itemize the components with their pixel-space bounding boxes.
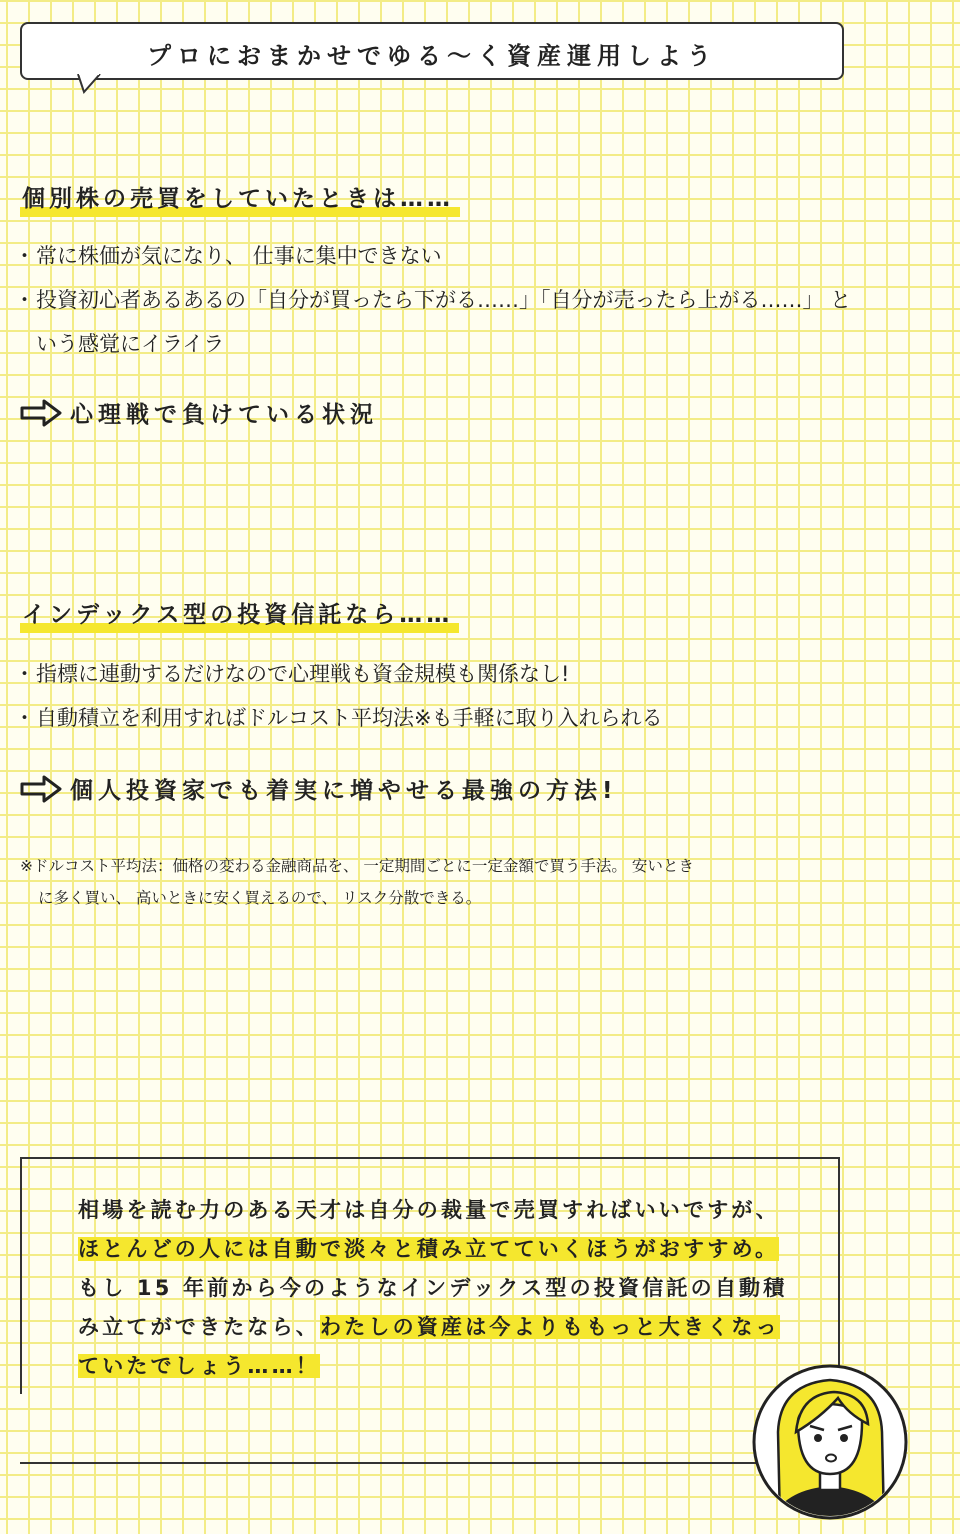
footnote-line1: ※ドルコスト平均法：価格の変わる金融商品を、 一定期間ごとに一定金額で買う手法。 安いとき	[20, 857, 694, 875]
page-title: プロにおまかせでゆる〜く資産運用しよう	[147, 42, 717, 70]
list-item: ・ 指標に連動するだけなので心理戦も資金規模も関係なし!	[18, 652, 663, 696]
right-arrow-icon	[20, 399, 62, 427]
comment-text	[78, 1191, 798, 1386]
section1-bullets	[18, 234, 856, 366]
comment-p1-plain: 相場を読む力のある天才は自分の裁量で売買すればいいですが、	[78, 1198, 780, 1222]
right-arrow-icon	[20, 775, 62, 803]
section2-bullets	[18, 652, 663, 740]
section2-conclusion-text: 個人投資家でも着実に増やせる最強の方法!	[70, 778, 618, 804]
footnote	[20, 850, 850, 914]
section2-conclusion	[20, 772, 618, 805]
comment-box	[20, 1157, 840, 1464]
bubble-tail	[76, 74, 106, 96]
section1-conclusion-text: 心理戦で負けている状況	[70, 402, 378, 428]
footnote-line2: に多く買い、 高いときに安く買えるので、 リスク分散できる。	[38, 889, 482, 907]
list-item: ・ 自動積立を利用すればドルコスト平均法※も手軽に取り入れられる	[18, 696, 663, 740]
comment-p2-highlight: わたしの資産は今よりももっと大きくなっていたでしょう……！	[78, 1315, 780, 1378]
header-bubble	[20, 22, 844, 80]
comment-p1-highlight: ほとんどの人には自動で淡々と積み立てていくほうがおすすめ。	[78, 1237, 780, 1261]
list-item: ・ 常に株価が気になり、 仕事に集中できない	[18, 234, 856, 278]
section2-heading: インデックス型の投資信託なら……	[20, 596, 459, 633]
section1-conclusion	[20, 396, 378, 429]
comment-p2-plain: もし 15 年前から今のようなインデックス型の投資信託の自動積み立てができたなら、	[78, 1276, 788, 1339]
section1-heading: 個別株の売買をしていたときは……	[20, 180, 460, 217]
list-item: ・ 投資初心者あるあるの「自分が買ったら下がる……」「自分が売ったら上がる……」 という感覚にイライラ	[18, 278, 856, 366]
woman-avatar-icon	[750, 1362, 910, 1522]
